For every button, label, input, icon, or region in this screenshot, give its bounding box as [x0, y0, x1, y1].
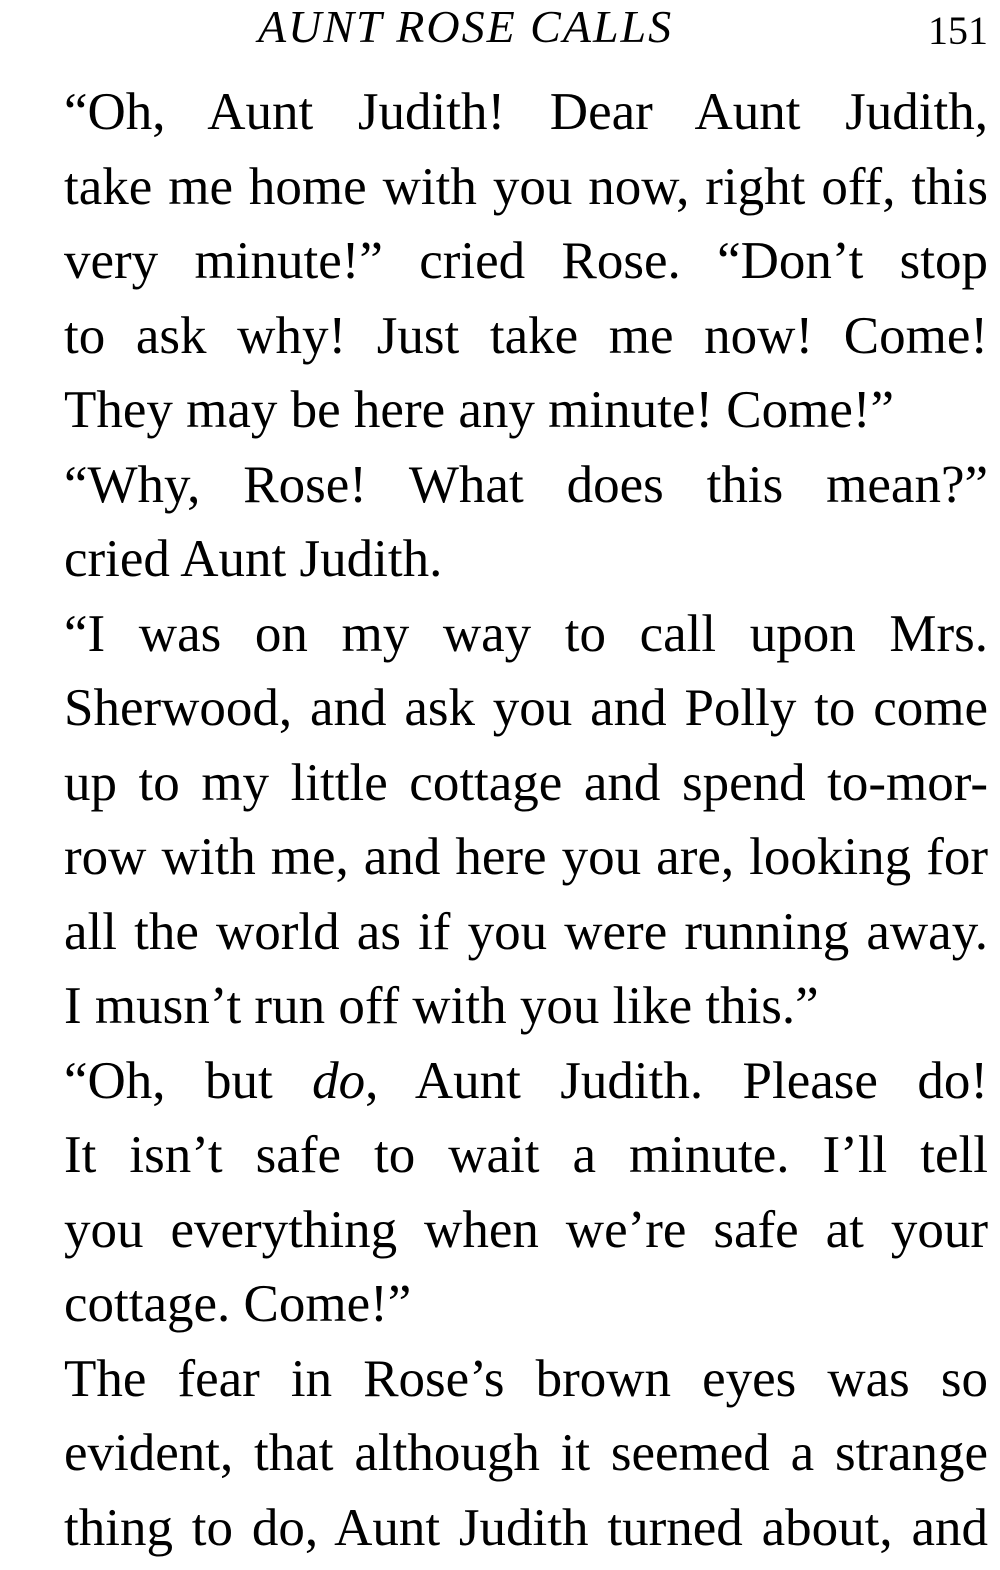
- text-line: “I was on my way to call upon Mrs.: [64, 604, 988, 663]
- text-line: take me home with you now, right off, this: [64, 157, 988, 216]
- emphasized-word: do: [312, 1051, 366, 1110]
- paragraph: [12, 1044, 988, 1342]
- paragraph: [12, 448, 988, 597]
- text-line: It isn’t safe to wait a minute. I’ll tell: [64, 1126, 988, 1184]
- text-line: “Oh, Aunt Judith! Dear Aunt Judith,: [64, 83, 988, 141]
- text-fragment: , Aunt Judith. Please do!: [365, 1051, 989, 1110]
- text-line: “Why, Rose! What does this mean?”: [64, 455, 988, 514]
- text-line: thing to do, Aunt Judith turned about, and: [64, 1498, 988, 1557]
- text-line: Sherwood, and ask you and Polly to come: [64, 679, 988, 737]
- text-line: [12, 1044, 988, 1119]
- text-line: row with me, and here you are, looking for: [64, 828, 988, 886]
- text-line: to ask why! Just take me now! Come!: [64, 306, 988, 365]
- page-header: [0, 0, 1000, 60]
- paragraph: [12, 597, 988, 1044]
- body-text: [12, 75, 988, 1565]
- text-fragment: “Oh, but: [64, 1051, 313, 1110]
- text-line: up to my little cottage and spend to-mor-: [64, 753, 988, 812]
- text-line: evident, that although it seemed a strange: [64, 1424, 988, 1482]
- paragraph: [12, 75, 988, 448]
- text-line: you everything when we’re safe at your: [64, 1200, 988, 1259]
- text-line: I musn’t run off with you like this.”: [64, 977, 819, 1035]
- text-line: all the world as if you were running away.: [64, 902, 988, 961]
- text-line: The fear in Rose’s brown eyes was so: [64, 1349, 988, 1408]
- text-line: cottage. Come!”: [64, 1275, 412, 1333]
- paragraph: [12, 1342, 988, 1566]
- text-line: cried Aunt Judith.: [64, 530, 443, 588]
- running-title: AUNT ROSE CALLS: [258, 1, 674, 52]
- text-line: very minute!” cried Rose. “Don’t stop: [64, 232, 988, 290]
- page-number: 151: [928, 8, 988, 53]
- text-line: They may be here any minute! Come!”: [64, 381, 895, 439]
